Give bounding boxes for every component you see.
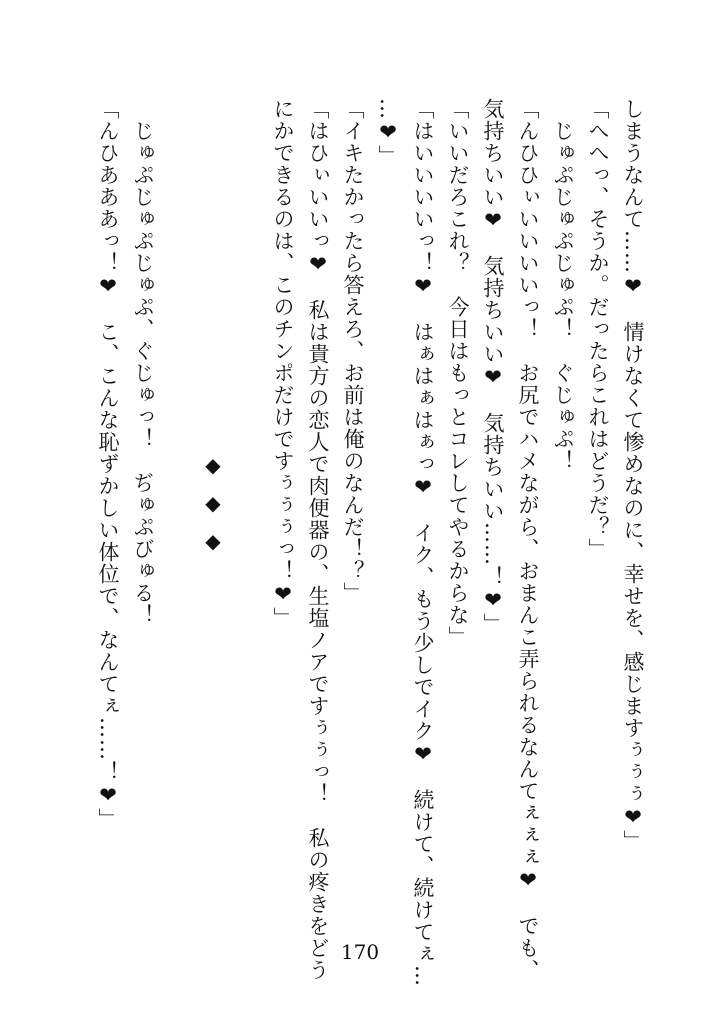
text-line: じゅぷじゅぷじゅぷ！ ぐじゅぷ！ xyxy=(551,98,575,472)
blank-column xyxy=(160,98,195,798)
text-line: 「はいいいいっ！❤ はぁはぁはぁっ❤ イク、もう少しでイク❤ 続けて、続けてぇ… xyxy=(411,98,435,987)
text-line: にかできるのは、このチンポだけですぅぅぅっ！❤」 xyxy=(271,98,295,629)
text-line: 「はひぃいいっ❤ 私は貴方の恋人で肉便器の、生塩ノアですぅぅっ！ 私の疼きをどう xyxy=(306,98,330,981)
scene-divider: ◆◆◆ xyxy=(201,453,225,567)
text-line: 気持ちいい❤ 気持ちいい❤ 気持ちいい……！❤」 xyxy=(481,98,505,635)
blank-column xyxy=(230,98,265,798)
text-line: 「んひひぃいいいいっ！ お尻でハメながら、おまんこ弄られるなんてぇぇぇ❤ でも、 xyxy=(516,98,540,981)
text-line: 「へへっ、そうか。だったらこれはどうだ？」 xyxy=(586,98,610,560)
text-line: 「イキたかったら答えろ、お前は俺のなんだ！？」 xyxy=(341,98,365,604)
text-line: 「んひあああっ！❤ こ、こんな恥ずかしい体位で、なんてぇ……！❤」 xyxy=(96,98,120,830)
text-line: しまうなんて……❤ 情けなくて惨めなのに、幸せを、感じますぅぅぅ❤」 xyxy=(621,98,645,852)
text-line: 「いいだろこれ？ 今日はもっとコレしてやるからな」 xyxy=(446,98,470,648)
text-line: じゅぷじゅぷじゅぷ、ぐじゅっ！ ぢゅぷびゅる！ xyxy=(131,98,155,626)
page-number: 170 xyxy=(340,940,380,964)
text-line: …❤」 xyxy=(376,98,400,167)
